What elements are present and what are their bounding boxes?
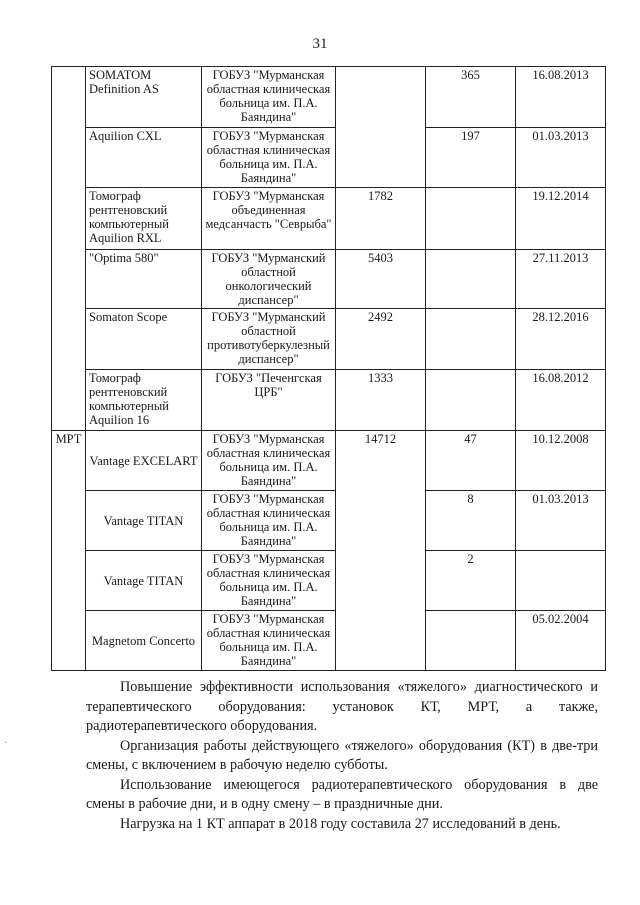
model-cell: Somaton Scope — [86, 309, 202, 370]
page-number: 31 — [312, 36, 328, 52]
model-cell: "Optima 580" — [86, 250, 202, 309]
org-cell: ГОБУЗ "Мурманская объединенная медсанчасть "Севрыба" — [202, 188, 336, 250]
table-row — [52, 128, 606, 188]
model-cell: Vantage TITAN — [86, 551, 202, 611]
paragraph: Использование имеющегося радиотерапевтического оборудования в две смены в рабочие дни, и в одну смену – в праздничные дни. — [86, 776, 598, 812]
model-cell: Vantage TITAN — [86, 491, 202, 551]
total-cell: 14712 — [336, 431, 426, 671]
count-cell — [426, 309, 516, 370]
table-row — [52, 250, 606, 309]
table-row — [52, 551, 606, 611]
org-cell: ГОБУЗ "Мурманский областной противотуберкулезный диспансер" — [202, 309, 336, 370]
model-cell: SOMATOM Definition AS — [86, 67, 202, 128]
model-cell: Magnetom Concerto — [86, 611, 202, 671]
org-cell: ГОБУЗ "Мурманская областная клиническая больница им. П.А. Баяндина" — [202, 551, 336, 611]
date-cell: 19.12.2014 — [516, 188, 606, 250]
count-cell — [426, 250, 516, 309]
count-cell: 365 — [426, 67, 516, 128]
body-text — [86, 678, 598, 834]
date-cell: 16.08.2013 — [516, 67, 606, 128]
model-cell: Aquilion CXL — [86, 128, 202, 188]
table-row — [52, 67, 606, 128]
org-cell: ГОБУЗ "Печенгская ЦРБ" — [202, 370, 336, 431]
count-cell: 2 — [426, 551, 516, 611]
type-cell-ct — [52, 67, 86, 431]
org-cell: ГОБУЗ "Мурманская областная клиническая больница им. П.А. Баяндина" — [202, 491, 336, 551]
date-cell: 16.08.2012 — [516, 370, 606, 431]
table-row — [52, 188, 606, 250]
table-row — [52, 491, 606, 551]
date-cell: 01.03.2013 — [516, 491, 606, 551]
total-cell — [336, 67, 426, 188]
org-cell: ГОБУЗ "Мурманская областная клиническая больница им. П.А. Баяндина" — [202, 67, 336, 128]
date-cell: 10.12.2008 — [516, 431, 606, 491]
equipment-table — [51, 66, 606, 671]
total-cell: 1333 — [336, 370, 426, 431]
total-cell: 1782 — [336, 188, 426, 250]
table-row — [52, 309, 606, 370]
count-cell: 8 — [426, 491, 516, 551]
count-cell — [426, 188, 516, 250]
date-cell — [516, 551, 606, 611]
paragraph: Организация работы действующего «тяжелого» оборудования (КТ) в две-три смены, с включением в рабочую неделю субботы. — [86, 737, 598, 773]
paragraph: Повышение эффективности использования «тяжелого» диагностического и терапевтического оборудования: установок КТ, МРТ, а также, радиотерапевтического оборудования. — [86, 679, 598, 734]
date-cell: 27.11.2013 — [516, 250, 606, 309]
total-cell: 2492 — [336, 309, 426, 370]
table-row — [52, 431, 606, 491]
count-cell — [426, 611, 516, 671]
paragraph: Нагрузка на 1 КТ аппарат в 2018 году составила 27 исследований в день. — [120, 815, 561, 832]
org-cell: ГОБУЗ "Мурманский областной онкологический диспансер" — [202, 250, 336, 309]
date-cell: 05.02.2004 — [516, 611, 606, 671]
org-cell: ГОБУЗ "Мурманская областная клиническая больница им. П.А. Баяндина" — [202, 431, 336, 491]
total-cell: 5403 — [336, 250, 426, 309]
count-cell — [426, 370, 516, 431]
count-cell: 197 — [426, 128, 516, 188]
model-cell: Томограф рентгеновский компьютерный Aquilion 16 — [86, 370, 202, 431]
type-cell-mrt: МРТ — [52, 431, 86, 671]
table-row — [52, 370, 606, 431]
model-cell: Vantage EXCELART — [86, 431, 202, 491]
date-cell: 01.03.2013 — [516, 128, 606, 188]
org-cell: ГОБУЗ "Мурманская областная клиническая больница им. П.А. Баяндина" — [202, 611, 336, 671]
margin-mark: · — [4, 738, 8, 749]
org-cell: ГОБУЗ "Мурманская областная клиническая больница им. П.А. Баяндина" — [202, 128, 336, 188]
table-row — [52, 611, 606, 671]
model-cell: Томограф рентгеновский компьютерный Aquilion RXL — [86, 188, 202, 250]
count-cell: 47 — [426, 431, 516, 491]
date-cell: 28.12.2016 — [516, 309, 606, 370]
